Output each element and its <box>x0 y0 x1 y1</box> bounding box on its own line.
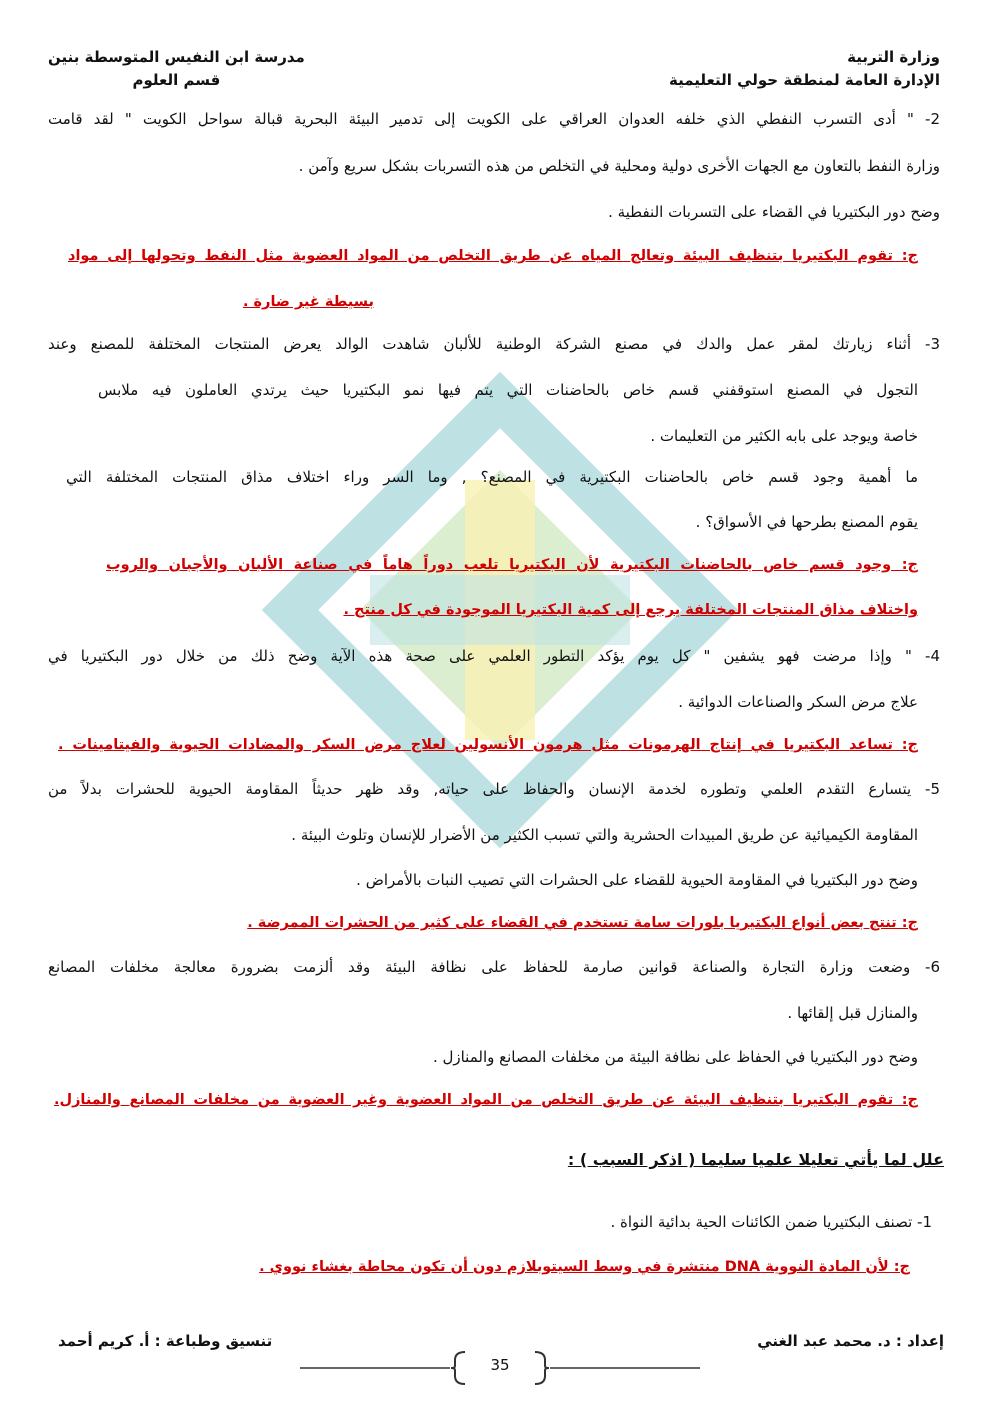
question-line: 5- يتسارع التقدم العلمي وتطوره لخدمة الإنسان والحفاظ على حياته, وقد ظهر حديثاً المقاومة الحيوية للحشرات بدلاً من <box>48 780 940 798</box>
answer-line: ج: تنتج بعض أنواع البكتيريا بلورات سامة تستخدم في القضاء على كثير من الحشرات الممرضة . <box>247 915 918 931</box>
reason-answer: ج: لأن المادة النووية DNA منتشرة في وسط السيتوبلازم دون أن تكون محاطة بغشاء نووي . <box>259 1259 910 1275</box>
question-line: التجول في المصنع استوقفني قسم خاص بالحاضنات التي يتم فيها نمو البكتيريا حيث يرتدي العاملون فيه ملابس <box>98 381 918 399</box>
section-title: علل لما يأتي تعليلا علميا سليما ( اذكر السبب ) : <box>567 1150 944 1169</box>
question-line: يقوم المصنع بطرحها في الأسواق؟ . <box>695 513 918 531</box>
question-line: وزارة النفط بالتعاون مع الجهات الأخرى دولية ومحلية في التخلص من هذه التسربات بشكل سريع وآمن . <box>298 157 940 175</box>
question-line: 6- وضعت وزارة التجارة والصناعة قوانين صارمة للحفاظ على نظافة البيئة وقد ألزمت بضرورة معالجة مخلفات المصانع <box>48 958 940 976</box>
question-line: علاج مرض السكر والصناعات الدوائية . <box>678 693 918 711</box>
answer-line: ج: تقوم البكتيريا بتنظيف البيئة عن طريق التخلص من المواد العضوية وغير العضوية من مخلفات المصانع والمنازل. <box>54 1092 918 1108</box>
answer-line: ج: تقوم البكتيريا بتنظيف البيئة وتعالج المياه عن طريق التخلص من المواد العضوية مثل النفط وتحولها إلى مواد <box>68 248 918 264</box>
question-line: 3- أثناء زيارتك لمقر عمل والدك في مصنع الشركة الوطنية للألبان شاهدت الوالد يعرض المنتجات المختلفة للمصنع وعند <box>48 335 940 353</box>
department-name: قسم العلوم <box>132 71 221 89</box>
answer-line: ج: تساعد البكتيريا في إنتاج الهرمونات مثل هرمون الأنسولين لعلاج مرض السكر والمضادات الحيوية والفيتامينات . <box>58 737 918 753</box>
page-number-frame <box>300 1348 700 1388</box>
header-ministry-block <box>669 46 940 92</box>
header-school-block <box>48 46 305 92</box>
question-line: المقاومة الكيميائية عن طريق المبيدات الحشرية والتي تسبب الكثير من الأضرار للإنسان وتلوث البيئة . <box>291 826 918 844</box>
answer-line: ج: وجود قسم خاص بالحاضنات البكتيرية لأن البكتيريا تلعب دوراً هاماً في صناعة الألبان والأجبان والروب <box>106 557 918 573</box>
coordination-credit: تنسيق وطباعة : أ. كريم أحمد <box>58 1332 273 1350</box>
reason-question: 1- تصنف البكتيريا ضمن الكائنات الحية بدائية النواة . <box>610 1213 932 1231</box>
question-line: وضح دور البكتيريا في القضاء على التسربات النفطية . <box>608 203 940 221</box>
ministry-name: وزارة التربية <box>847 48 940 66</box>
question-line: ما أهمية وجود قسم خاص بالحاضنات البكتيرية في المصنع؟ , وما السر وراء اختلاف مذاق المنتجات المختلفة التي <box>66 468 918 486</box>
question-line: 2- " أدى التسرب النفطي الذي خلفه العدوان العراقي على الكويت إلى تدمير البيئة البحرية قبالة سواحل الكويت " لقد قامت <box>48 110 940 128</box>
question-line: 4- " وإذا مرضت فهو يشفين " كل يوم يؤكد التطور العلمي على صحة هذه الآية وضح ذلك من خلال دور البكتيريا في <box>48 647 940 665</box>
prepared-by: إعداد : د. محمد عبد الغني <box>757 1332 944 1350</box>
directorate-name: الإدارة العامة لمنطقة حولي التعليمية <box>668 71 940 89</box>
answer-line: واختلاف مذاق المنتجات المختلفة يرجع إلى كمية البكتيريا الموجودة في كل منتج . <box>343 602 918 618</box>
question-line: والمنازل قبل إلقائها . <box>787 1004 918 1022</box>
answer-line: بسيطة غير ضارة . <box>243 294 374 310</box>
question-line: وضح دور البكتيريا في الحفاظ على نظافة البيئة من مخلفات المصانع والمنازل . <box>432 1048 918 1066</box>
page-number: 35 <box>490 1356 510 1374</box>
question-line: وضح دور البكتيريا في المقاومة الحيوية للقضاء على الحشرات التي تصيب النبات بالأمراض . <box>356 871 918 889</box>
school-name: مدرسة ابن النفيس المتوسطة بنين <box>48 48 305 66</box>
question-line: خاصة ويوجد على بابه الكثير من التعليمات . <box>650 427 918 445</box>
